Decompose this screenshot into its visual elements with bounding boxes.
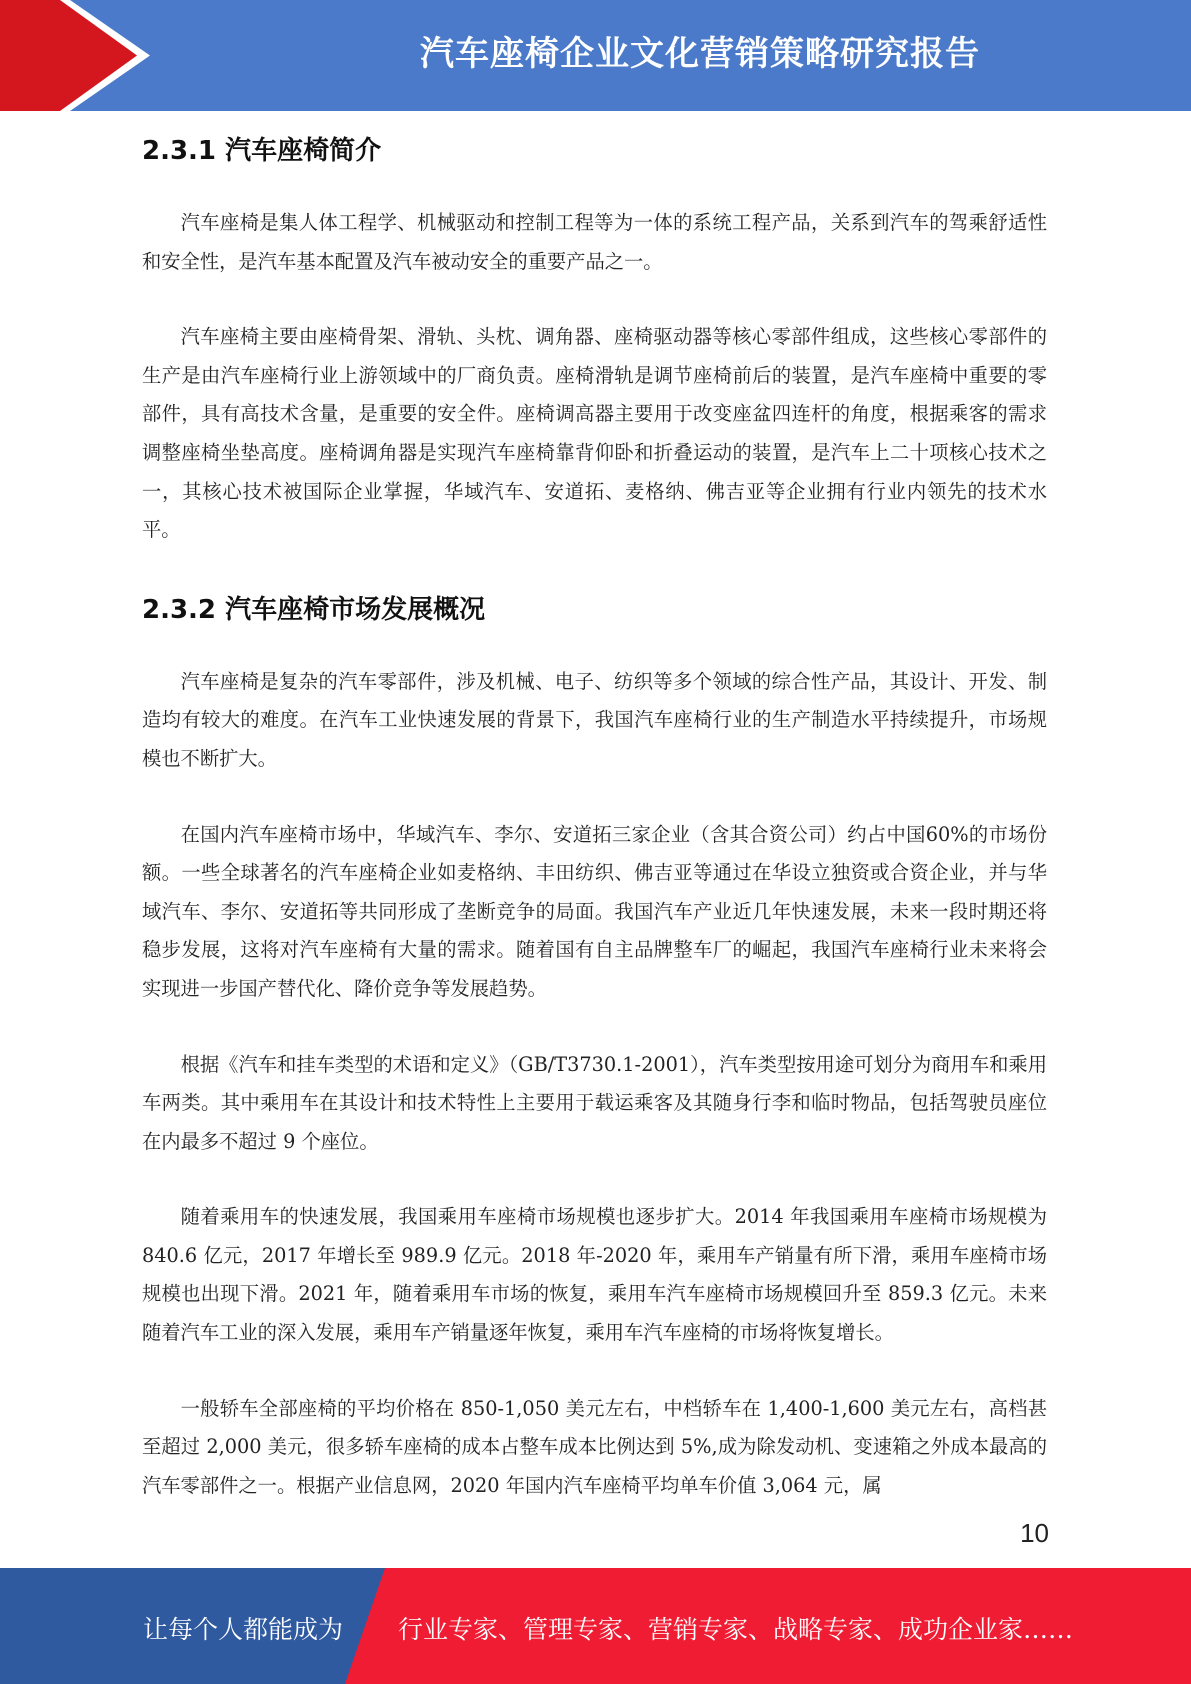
footer-slogan-right: 行业专家、管理专家、营销专家、战略专家、成功企业家…… (398, 1615, 1074, 1644)
page-header (0, 0, 1191, 111)
paragraph: 随着乘用车的快速发展，我国乘用车座椅市场规模也逐步扩大。2014 年我国乘用车座椅市场规模为 840.6 亿元，2017 年增长至 989.9 亿元。2018 年-2020 年，乘用车产销量有所下滑，乘用车座椅市场规模也出现下滑。2021 年，随着乘用车市场的恢复，乘用车汽车座椅市场规模回升至 859.3 亿元。未来随着汽车工业的深入发展，乘用车产销量逐年恢复，乘用车汽车座椅的市场将恢复增长。 (142, 1205, 1047, 1345)
paragraph: 一般轿车全部座椅的平均价格在 850-1,050 美元左右，中档轿车在 1,400-1,600 美元左右，高档甚至超过 2,000 美元，很多轿车座椅的成本占整车成本比例达到 5%,成为除发动机、变速箱之外成本最高的汽车零部件之一。根据产业信息网，2020 年国内汽车座椅平均单车价值 3,064 元，属 (142, 1396, 1047, 1497)
paragraph: 汽车座椅是复杂的汽车零部件，涉及机械、电子、纺织等多个领域的综合性产品，其设计、开发、制造均有较大的难度。在汽车工业快速发展的背景下，我国汽车座椅行业的生产制造水平持续提升，市场规模也不断扩大。 (142, 669, 1047, 770)
section-heading-2-3-2: 2.3.2 汽车座椅市场发展概况 (142, 594, 486, 625)
paragraph: 根据《汽车和挂车类型的术语和定义》（GB/T3730.1-2001），汽车类型按用途可划分为商用车和乘用车两类。其中乘用车在其设计和技术特性上主要用于载运乘客及其随身行李和临时物品，包括驾驶员座位在内最多不超过 9 个座位。 (142, 1052, 1047, 1153)
paragraph: 在国内汽车座椅市场中，华域汽车、李尔、安道拓三家企业（含其合资公司）约占中国60%的市场份额。一些全球著名的汽车座椅企业如麦格纳、丰田纺织、佛吉亚等通过在华设立独资或合资企业，并与华域汽车、李尔、安道拓等共同形成了垄断竞争的局面。我国汽车产业近几年快速发展，未来一段时期还将稳步发展，这将对汽车座椅有大量的需求。随着国有自主品牌整车厂的崛起，我国汽车座椅行业未来将会实现进一步国产替代化、降价竞争等发展趋势。 (142, 822, 1047, 1000)
page-footer (0, 1568, 1191, 1684)
report-title: 汽车座椅企业文化营销策略研究报告 (420, 34, 980, 74)
page-number: 10 (1020, 1518, 1049, 1548)
footer-slogan-left: 让每个人都能成为 (143, 1615, 344, 1644)
paragraph: 汽车座椅主要由座椅骨架、滑轨、头枕、调角器、座椅驱动器等核心零部件组成，这些核心零部件的生产是由汽车座椅行业上游领域中的厂商负责。座椅滑轨是调节座椅前后的装置，是汽车座椅中重要的零部件，具有高技术含量，是重要的安全件。座椅调高器主要用于改变座盆四连杆的角度，根据乘客的需求调整座椅坐垫高度。座椅调角器是实现汽车座椅靠背仰卧和折叠运动的装置，是汽车上二十项核心技术之一，其核心技术被国际企业掌握，华域汽车、安道拓、麦格纳、佛吉亚等企业拥有行业内领先的技术水平。 (142, 325, 1047, 542)
section-heading-2-3-1: 2.3.1 汽车座椅简介 (142, 136, 382, 166)
page-content (142, 128, 1047, 1542)
paragraph: 汽车座椅是集人体工程学、机械驱动和控制工程等为一体的系统工程产品，关系到汽车的驾乘舒适性和安全性，是汽车基本配置及汽车被动安全的重要产品之一。 (142, 211, 1047, 273)
